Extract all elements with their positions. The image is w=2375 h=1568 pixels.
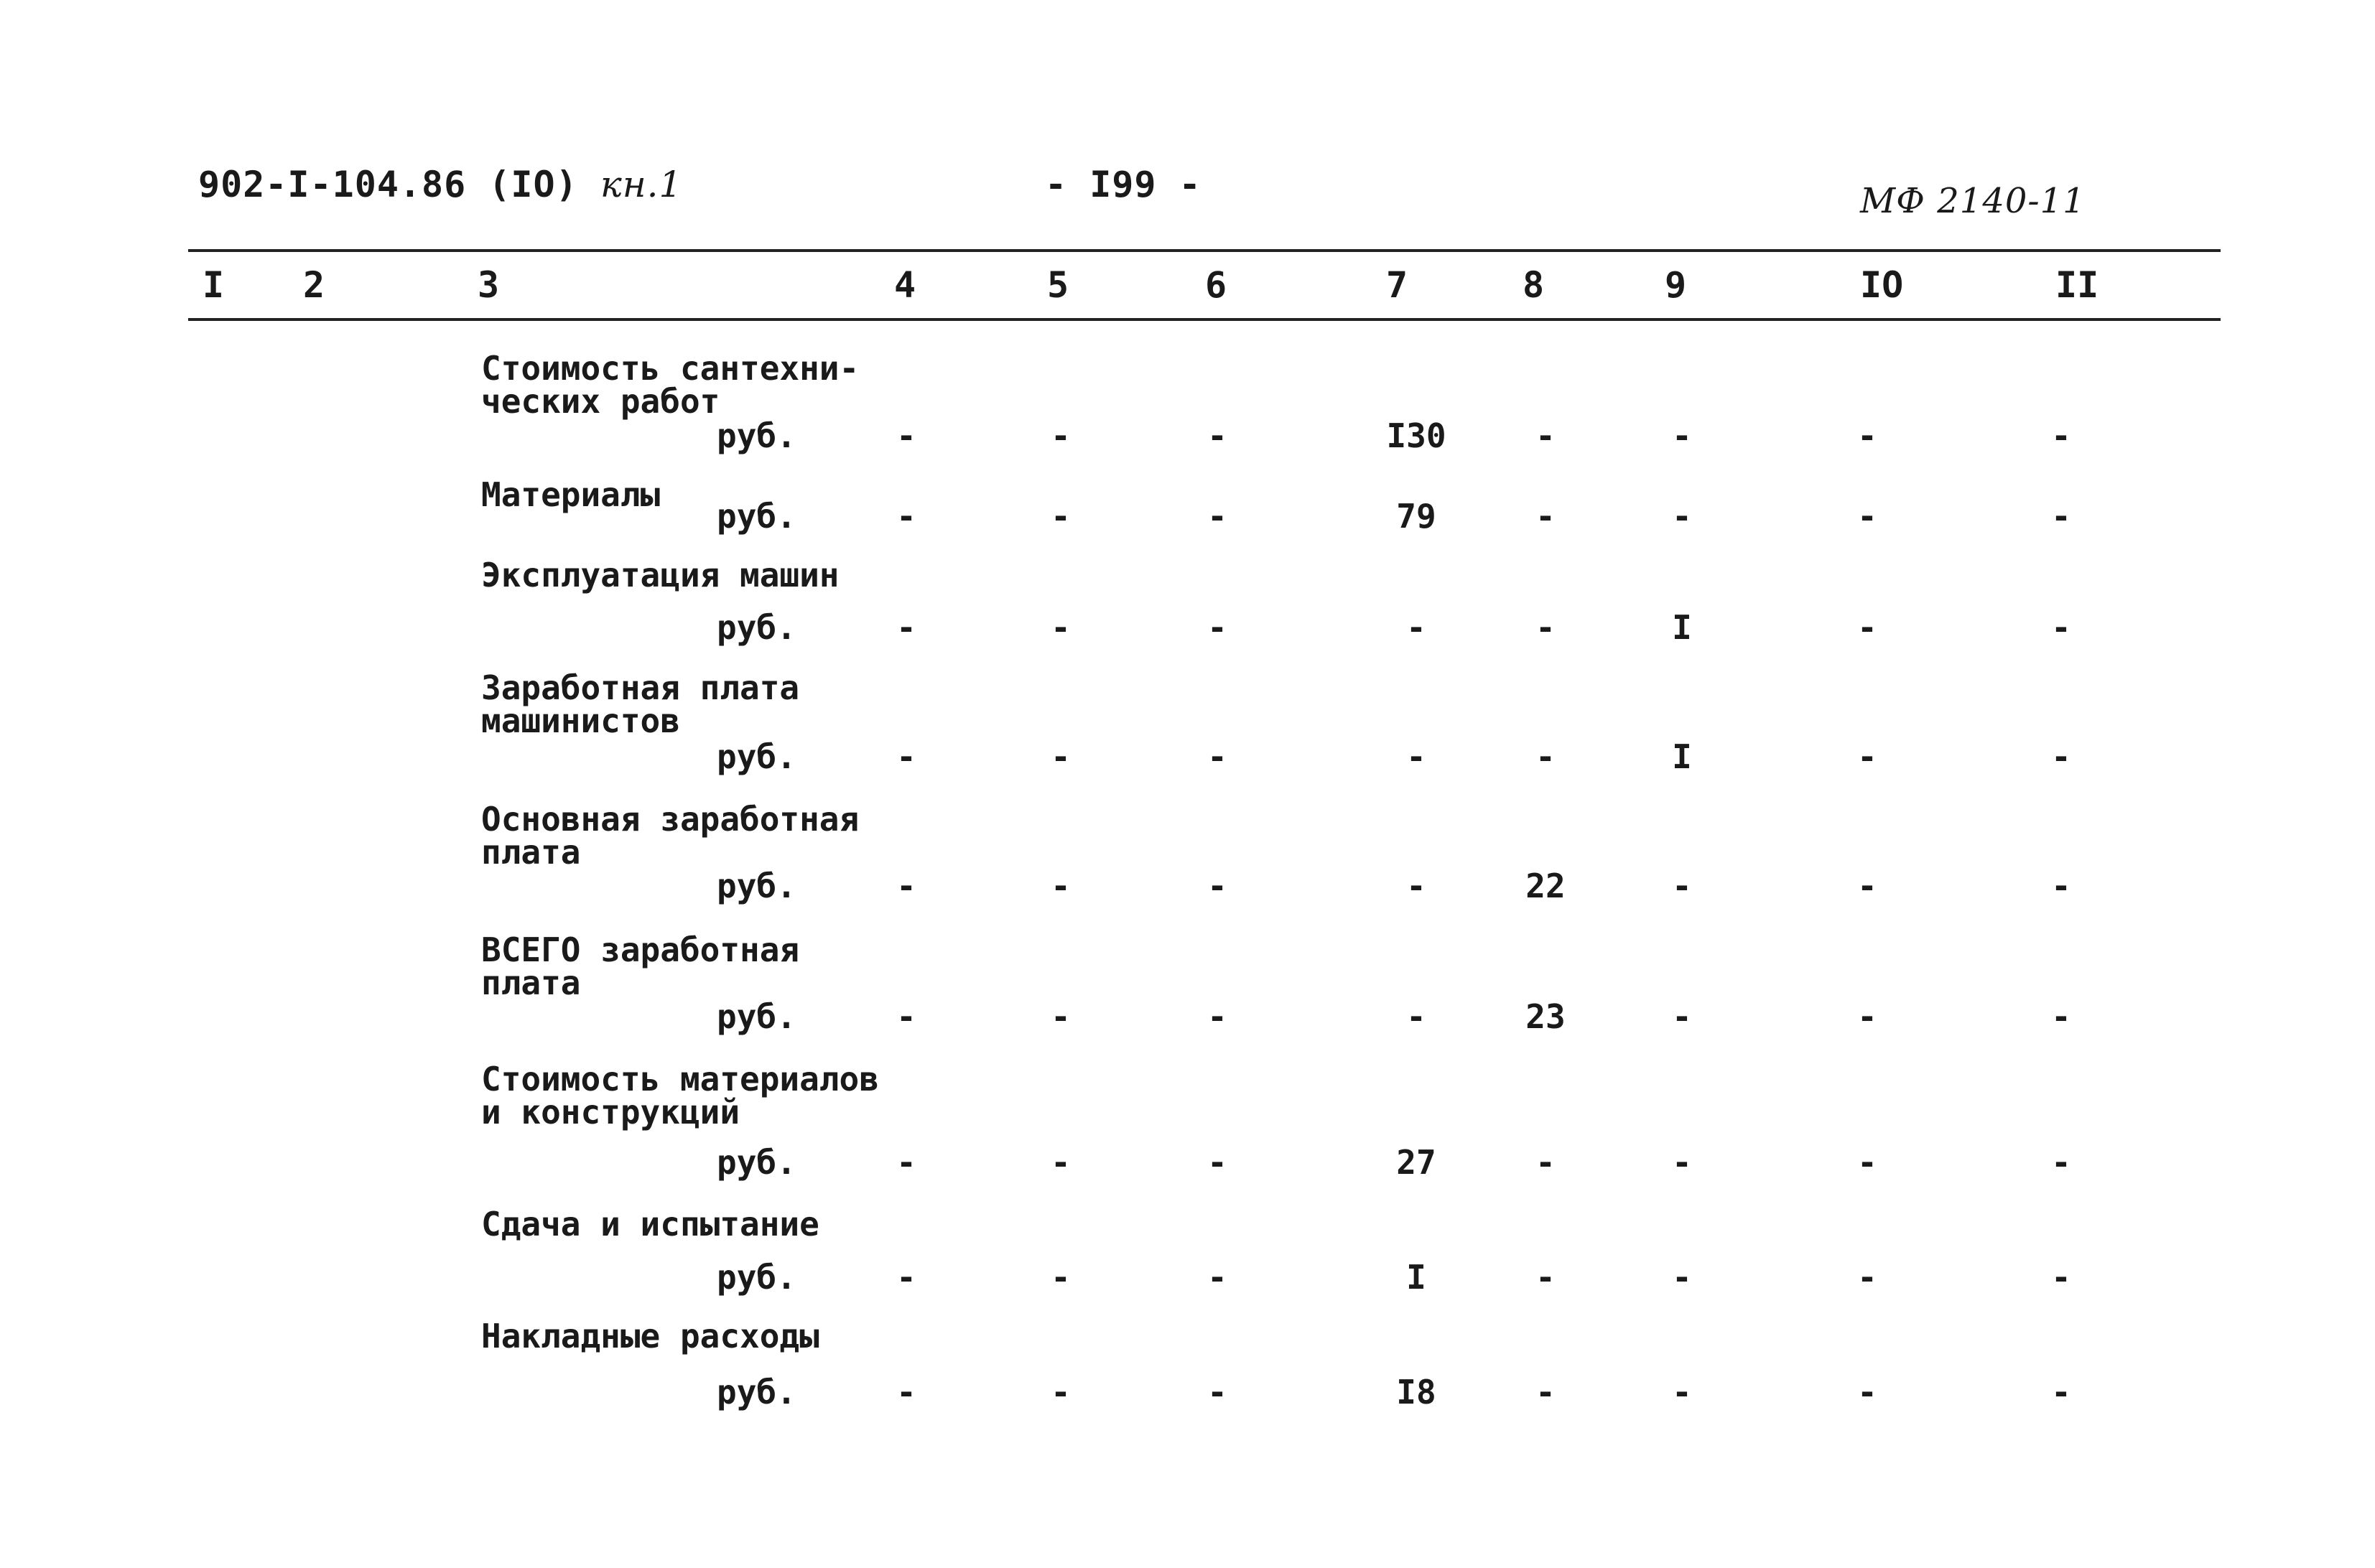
cell-col-10: - [1857, 497, 1877, 536]
cell-col-9: - [1672, 497, 1692, 536]
cell-col-9: - [1672, 997, 1692, 1036]
cell-col-7: - [1406, 867, 1426, 905]
stamp-code: МФ 2140-11 [1860, 181, 2086, 221]
row-label-line: ВСЕГО заработная [481, 930, 800, 969]
cell-col-8: - [1535, 416, 1556, 455]
cell-col-7: - [1406, 997, 1426, 1036]
cell-col-6: - [1207, 867, 1227, 905]
cell-col-4: - [896, 997, 916, 1036]
row-label [481, 930, 800, 1002]
cell-col-6: - [1207, 497, 1227, 536]
row-label-line: Сдача и испытание [481, 1205, 819, 1243]
row-unit: руб. [717, 1258, 796, 1297]
cell-col-10: - [1857, 737, 1877, 776]
row-label-line: Материалы [481, 475, 661, 514]
column-number-3: 3 [478, 264, 500, 306]
row-label [481, 668, 800, 740]
cell-col-4: - [896, 416, 916, 455]
cell-col-4: - [896, 608, 916, 647]
row-unit: руб. [717, 867, 796, 905]
doc-code [198, 164, 682, 205]
cell-col-4: - [896, 867, 916, 905]
cell-col-5: - [1051, 1373, 1071, 1411]
row-unit: руб. [717, 997, 796, 1036]
cell-col-7: I8 [1396, 1373, 1436, 1411]
cell-col-11: - [2051, 608, 2071, 647]
cell-col-4: - [896, 737, 916, 776]
cell-col-11: - [2051, 737, 2071, 776]
cell-col-5: - [1051, 608, 1071, 647]
cell-col-5: - [1051, 1258, 1071, 1297]
cell-col-6: - [1207, 608, 1227, 647]
cell-col-10: - [1857, 608, 1877, 647]
cell-col-9: - [1672, 416, 1692, 455]
cell-col-5: - [1051, 416, 1071, 455]
column-number-10: IO [1860, 264, 1904, 306]
row-label [481, 1060, 879, 1131]
cell-col-5: - [1051, 997, 1071, 1036]
cell-col-6: - [1207, 1373, 1227, 1411]
cell-col-8: - [1535, 1143, 1556, 1182]
cell-col-7: - [1406, 608, 1426, 647]
cell-col-7: I [1406, 1258, 1426, 1297]
cell-col-4: - [896, 1373, 916, 1411]
row-label [481, 349, 860, 421]
table-top-rule [188, 249, 2221, 252]
cell-col-11: - [2051, 997, 2071, 1036]
cell-col-11: - [2051, 867, 2071, 905]
page-number: - I99 - [1045, 164, 1202, 205]
row-label [481, 475, 661, 514]
row-unit: руб. [717, 608, 796, 647]
row-label-line: машинистов [481, 701, 680, 740]
row-label [481, 1317, 819, 1355]
row-label [481, 556, 840, 594]
row-unit: руб. [717, 497, 796, 536]
cell-col-10: - [1857, 1373, 1877, 1411]
cell-col-6: - [1207, 1258, 1227, 1297]
cell-col-11: - [2051, 1258, 2071, 1297]
cell-col-7: 27 [1396, 1143, 1436, 1182]
cell-col-6: - [1207, 997, 1227, 1036]
doc-code-handwritten: кн.1 [600, 164, 683, 205]
row-label-line: Заработная плата [481, 668, 800, 707]
cell-col-6: - [1207, 737, 1227, 776]
cell-col-9: I [1672, 737, 1692, 776]
row-label-line: Стоимость материалов [481, 1060, 879, 1098]
column-number-9: 9 [1665, 264, 1687, 306]
cell-col-11: - [2051, 497, 2071, 536]
cell-col-9: - [1672, 1373, 1692, 1411]
cell-col-10: - [1857, 867, 1877, 905]
row-label-line: Основная заработная [481, 800, 860, 839]
column-number-2: 2 [303, 264, 325, 306]
column-number-4: 4 [894, 264, 916, 306]
row-label-line: Эксплуатация машин [481, 556, 840, 594]
column-number-1: I [203, 264, 225, 306]
cell-col-9: - [1672, 1143, 1692, 1182]
cell-col-10: - [1857, 416, 1877, 455]
cell-col-9: - [1672, 867, 1692, 905]
cell-col-10: - [1857, 997, 1877, 1036]
cell-col-11: - [2051, 1373, 2071, 1411]
column-number-6: 6 [1205, 264, 1227, 306]
cell-col-11: - [2051, 416, 2071, 455]
row-unit: руб. [717, 737, 796, 776]
cell-col-8: - [1535, 497, 1556, 536]
column-number-8: 8 [1523, 264, 1545, 306]
cell-col-5: - [1051, 1143, 1071, 1182]
cell-col-8: 23 [1525, 997, 1566, 1036]
cell-col-5: - [1051, 867, 1071, 905]
cell-col-8: - [1535, 1373, 1556, 1411]
cell-col-5: - [1051, 737, 1071, 776]
cell-col-4: - [896, 1143, 916, 1182]
row-label-line: ческих работ [481, 382, 720, 421]
cell-col-5: - [1051, 497, 1071, 536]
column-number-11: II [2055, 264, 2099, 306]
row-label-line: плата [481, 963, 581, 1002]
cell-col-11: - [2051, 1143, 2071, 1182]
row-label [481, 800, 860, 872]
cell-col-10: - [1857, 1143, 1877, 1182]
cell-col-8: - [1535, 1258, 1556, 1297]
cell-col-10: - [1857, 1258, 1877, 1297]
cell-col-8: - [1535, 608, 1556, 647]
cell-col-7: I30 [1386, 416, 1446, 455]
cell-col-4: - [896, 497, 916, 536]
row-unit: руб. [717, 1143, 796, 1182]
cell-col-9: I [1672, 608, 1692, 647]
row-label [481, 1205, 819, 1243]
cell-col-8: - [1535, 737, 1556, 776]
row-label-line: плата [481, 833, 581, 872]
table-header-rule [188, 318, 2221, 321]
column-number-5: 5 [1047, 264, 1069, 306]
row-label-line: и конструкций [481, 1093, 740, 1131]
row-label-line: Стоимость сантехни- [481, 349, 860, 388]
row-unit: руб. [717, 1373, 796, 1411]
doc-code-typed: 902-I-104.86 (IO) [198, 164, 578, 205]
cell-col-8: 22 [1525, 867, 1566, 905]
cell-col-7: 79 [1396, 497, 1436, 536]
cell-col-6: - [1207, 1143, 1227, 1182]
cell-col-6: - [1207, 416, 1227, 455]
cell-col-4: - [896, 1258, 916, 1297]
row-unit: руб. [717, 416, 796, 455]
column-number-7: 7 [1386, 264, 1408, 306]
cell-col-7: - [1406, 737, 1426, 776]
row-label-line: Накладные расходы [481, 1317, 819, 1355]
cell-col-9: - [1672, 1258, 1692, 1297]
